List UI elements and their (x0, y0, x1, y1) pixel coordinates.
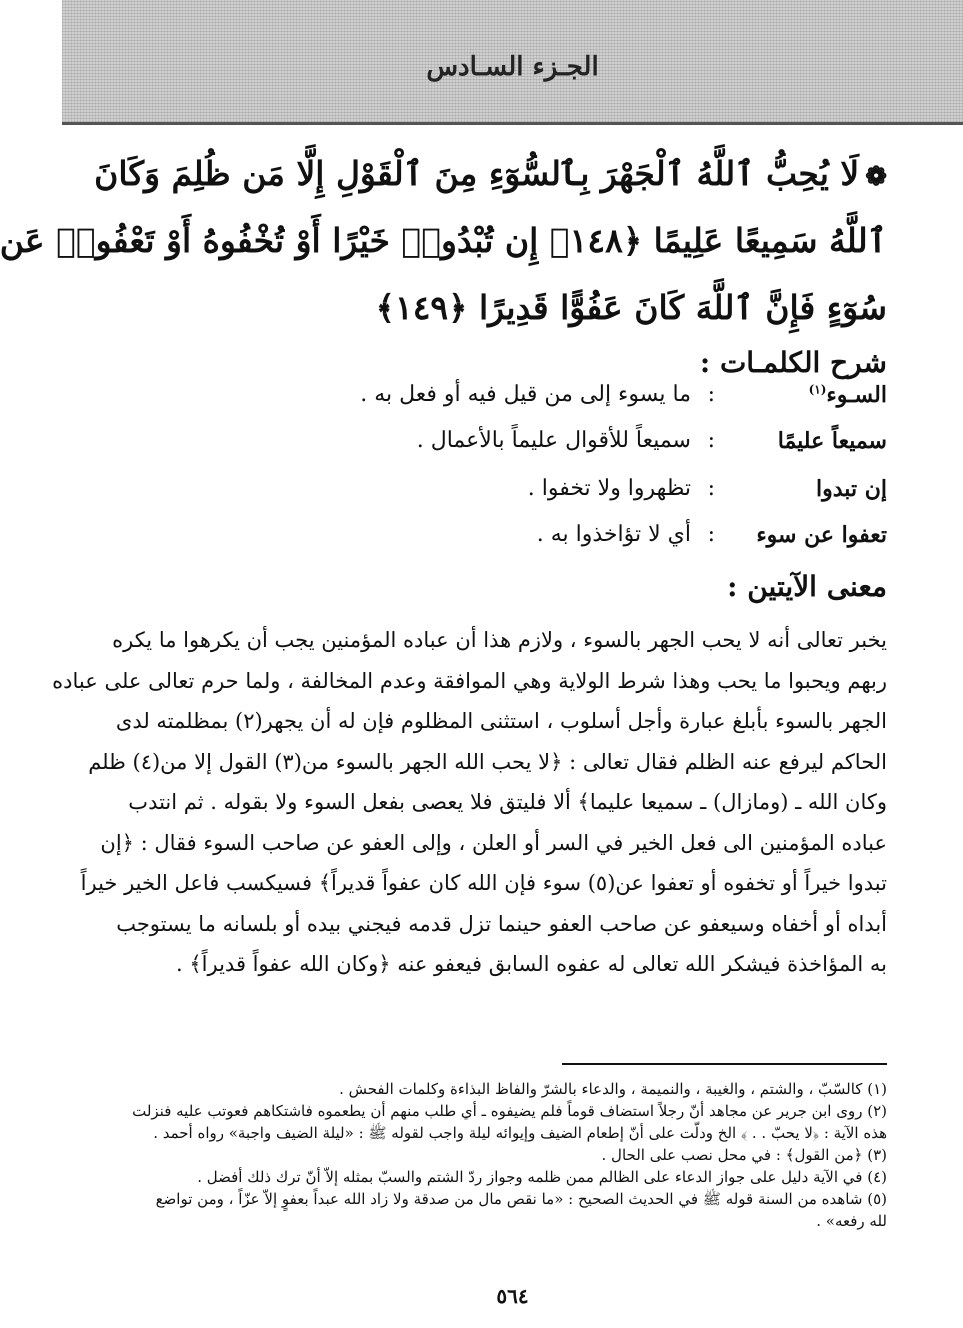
verse-line: ٱللَّهُ سَمِيعًا عَلِيمًا ﴿١٤٨﴾ إِن تُبْدُوا۟ خَيْرًا أَوْ تُخْفُوهُ أَوْ تَعْفُوا۟ عَن (0, 221, 887, 260)
vocab-colon: : (707, 476, 715, 501)
verse-line-text: لَا يُحِبُّ ٱللَّهُ ٱلْجَهْرَ بِٱلسُّوٓءِ مِنَ ٱلْقَوْلِ إِلَّا مَن ظُلِمَ وَكَانَ (94, 154, 860, 193)
footnote: (٤) في الآية دليل على جواز الدعاء على الظالم ممن ظلمه وجواز ردّ الشتم والسبّ بمثله إلاّ أنّ ترك ذلك أفضل . (197, 1168, 887, 1186)
footnotes (127, 1078, 887, 1232)
verse-line (94, 140, 887, 207)
vocab-definition: أي لا تؤاخذوا به . (536, 522, 691, 547)
footnote: (١) كالسّبّ ، والشتم ، والغيبة ، والنميمة ، والدعاء بالشرّ والفاظ البذاءة وكلمات الفحش . (339, 1080, 887, 1098)
vocab-term: السـوء$^{(١)}$ (808, 382, 887, 408)
vocab-row (127, 522, 887, 568)
footnote-divider (562, 1063, 887, 1065)
body-line: يخبر تعالى أنه لا يحب الجهر بالسوء ، ولازم هذا أن عباده المؤمنين يجب أن يكرهوا ما يكره (112, 628, 887, 652)
vocab-term: سميعاً عليمًا (777, 428, 887, 454)
page-number: ٥٦٤ (496, 1284, 529, 1308)
body-line: وكان الله ـ (ومازال) ـ سميعا عليما﴾ ألا فليتق فلا يعصى بفعل السوء ولا بقوله . ثم انتدب (128, 790, 887, 814)
footnote: (٢) روى ابن جرير عن مجاهد أنّ رجلاً استضاف قوماً فلم يضيفوه ـ أي طلب منهم أن يطعموه فاشتكاهم فعوتب عليه فنزلت (132, 1102, 887, 1120)
body-line: تبدوا خيراً أو تخفوه أو تعفوا عن(٥) سوء فإن الله كان عفواً قديراً﴾ فسيكسب فاعل الخير خيراً (80, 871, 887, 895)
vocab-term: إن تبدوا (816, 476, 887, 502)
body-line: الجهر بالسوء بأبلغ عبارة وأجل أسلوب ، استثنى المظلوم فإن له أن يجهر(٢) بمظلمته لدى (115, 709, 887, 733)
footnote: لله رفعه» . (816, 1212, 887, 1230)
body-line: أبداه أو أخفاه وسيعفو عن صاحب العفو حينما تزل قدمه فيجني بيده أو بلسانه ما يستوجب (116, 911, 887, 936)
quran-verse (0, 140, 887, 341)
body-line: ربهم ويحبوا ما يحب وهذا شرط الولاية وهي الموافقة وعدم المخالفة ، ولما حرم تعالى على عباده (52, 668, 887, 693)
vocab-row (127, 476, 887, 522)
running-head: الجـزء السـادس (426, 52, 599, 82)
vocab-definition: سميعاً للأقوال عليماً بالأعمال . (416, 428, 691, 453)
footnote-ref: (١) (808, 382, 827, 397)
vocab-colon: : (707, 428, 715, 453)
vocab-colon: : (707, 522, 715, 547)
vocab-definition: ما يسوء إلى من قيل فيه أو فعل به . (360, 382, 691, 407)
vocab-row (127, 382, 887, 428)
footnote: (٣) ﴿من القول﴾ : في محل نصب على الحال . (601, 1146, 887, 1164)
footnote: (٥) شاهده من السنة قوله ﷺ في الحديث الصحيح : «ما نقص مال من صدقة ولا زاد الله عبداً بعفوٍ إلاّ عزّاً ، ومن تواضع (155, 1190, 887, 1208)
meaning-heading: معنى الآيتين : (727, 570, 887, 603)
vocab-definition: تظهروا ولا تخفوا . (527, 476, 691, 501)
vocab-heading: شرح الكلمـات : (699, 346, 887, 379)
vocab-row (127, 428, 887, 474)
body-line: الحاكم ليرفع عنه الظلم فقال تعالى : ﴿لا يحب الله الجهر بالسوء من(٣) القول إلا من(٤) ظلم (88, 749, 887, 774)
footnote: هذه الآية : ﴿لا يحبّ . . ﴾ الخ ودلّت على أنّ إطعام الضيف وإيوائه ليلة واجب لقوله ﷺ : «ليلة الضيف واجبة» رواه أحمد . (153, 1124, 887, 1142)
vocab-term: تعفوا عن سوء (756, 522, 887, 548)
body-line: عباده المؤمنين الى فعل الخير في السر أو العلن ، وإلى العفو عن صاحب السوء فقال : ﴿إن (100, 830, 887, 855)
commentary-body (52, 620, 887, 985)
vocab-colon: : (707, 382, 715, 407)
verse-start-star-icon: ❁ (865, 162, 887, 192)
body-line: به المؤاخذة فيشكر الله تعالى له عفوه السابق فيعفو عنه ﴿وكان الله عفواً قديراً﴾ . (176, 952, 887, 976)
verse-line: سُوٓءٍ فَإِنَّ ٱللَّهَ كَانَ عَفُوًّا قَدِيرًا ﴿١٤٩﴾ (375, 288, 887, 327)
